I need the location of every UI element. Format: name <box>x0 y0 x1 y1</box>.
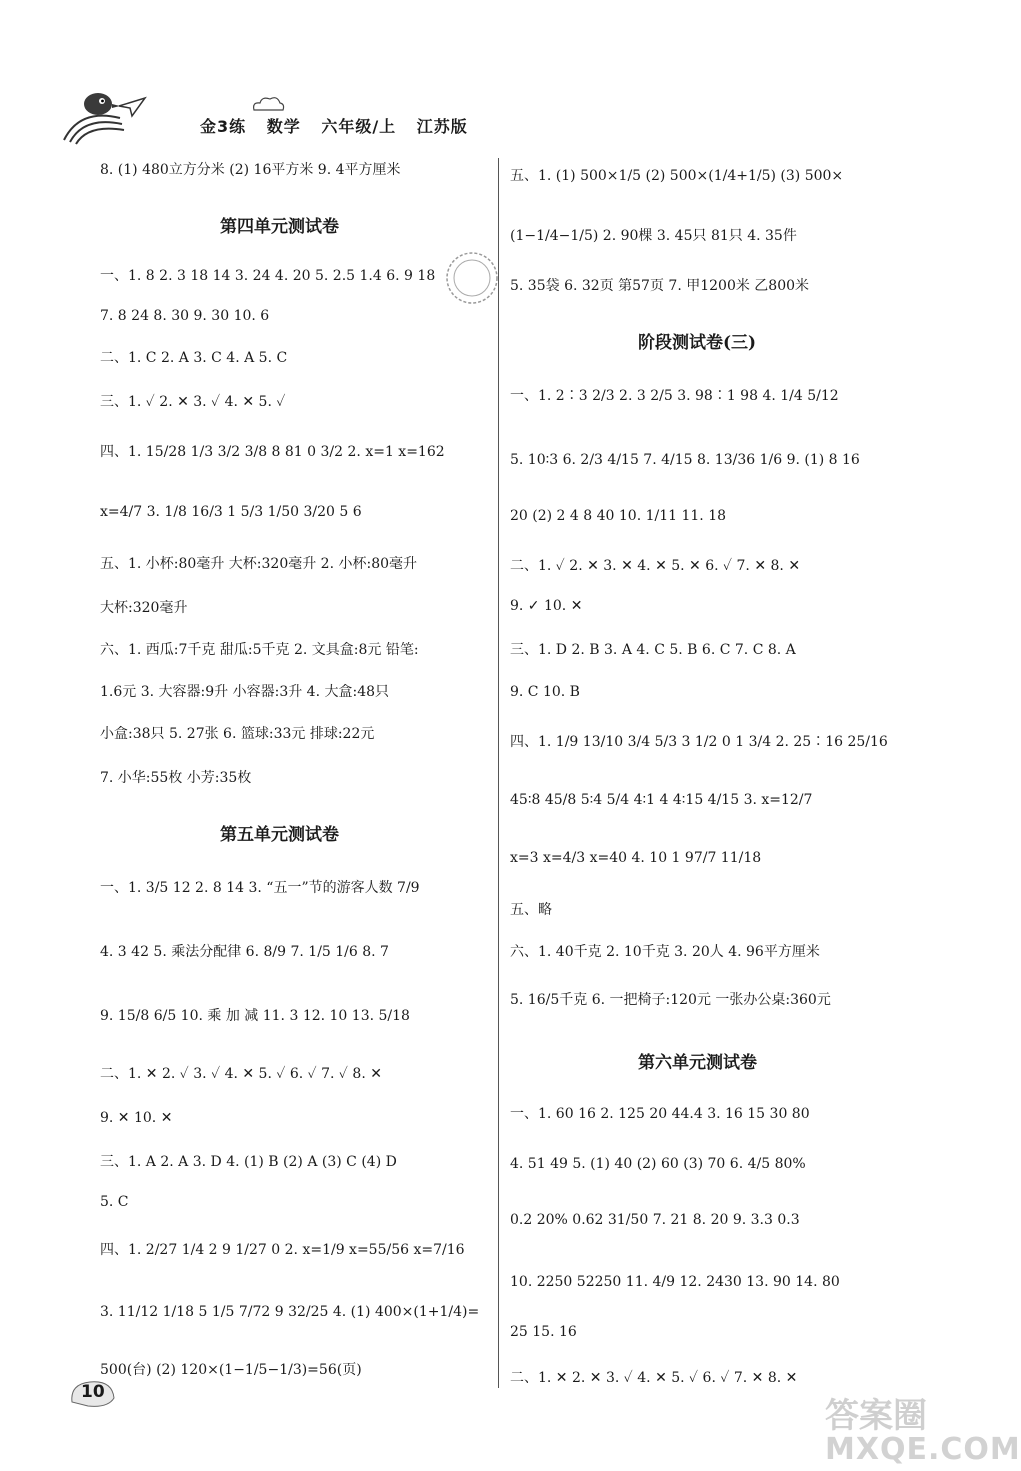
section-heading-unit6: 第六单元测试卷 <box>638 1053 757 1073</box>
answer-row: 一、1. 8 2. 3 18 14 3. 24 4. 20 5. 2.5 1.4 6. 9 18 <box>100 268 436 284</box>
answer-row: 20 (2) 2 4 8 40 10. 1/11 11. 18 <box>510 508 727 524</box>
book-title <box>200 114 482 137</box>
answer-row: 一、1. 3/5 12 2. 8 14 3. “五一”节的游客人数 7/9 <box>100 880 420 896</box>
answer-row: 三、1. D 2. B 3. A 4. C 5. B 6. C 7. C 8. A <box>510 642 796 658</box>
cloud-icon <box>250 94 286 112</box>
answer-row: 5. C <box>100 1194 129 1210</box>
answer-row: 1.6元 3. 大容器:9升 小容器:3升 4. 大盒:48只 <box>100 684 390 700</box>
answer-row: 二、1. ✕ 2. ✕ 3. ✓ 4. ✕ 5. ✓ 6. ✓ 7. ✕ 8. ✕ <box>510 1370 798 1386</box>
answer-row: 五、略 <box>510 902 552 918</box>
answer-row: 500(台) (2) 120×(1−1/5−1/3)=56(页) <box>100 1362 362 1378</box>
answer-row: (1−1/4−1/5) 2. 90棵 3. 45只 81只 4. 35件 <box>510 228 797 244</box>
answer-row: 三、1. ✓ 2. ✕ 3. ✓ 4. ✕ 5. ✓ <box>100 394 286 410</box>
answer-row: 二、1. ✓ 2. ✕ 3. ✕ 4. ✕ 5. ✕ 6. ✓ 7. ✕ 8. ✕ <box>510 558 801 574</box>
answer-row: 9. ✕ 10. ✕ <box>100 1110 173 1126</box>
watermark <box>815 1388 1021 1468</box>
answer-row: 5. 10∶3 6. 2/3 4/15 7. 4/15 8. 13/36 1/6 9. (1) 8 16 <box>510 452 860 468</box>
stamp-icon <box>444 250 500 306</box>
answer-row: 9. C 10. B <box>510 684 580 700</box>
watermark-brand: 答案圈 <box>825 1396 927 1436</box>
section-heading-unit5: 第五单元测试卷 <box>220 825 339 845</box>
answer-row: 四、1. 15/28 1/3 3/2 3/8 8 81 0 3/2 2. x=1 x=162 <box>100 444 445 460</box>
page-number <box>68 1378 118 1410</box>
answer-row: 一、1. 60 16 2. 125 20 44.4 3. 16 15 30 80 <box>510 1106 810 1122</box>
page-header <box>60 88 960 148</box>
answer-row: 3. 11/12 1/18 5 1/5 7/72 9 32/25 4. (1) 400×(1+1/4)= <box>100 1304 480 1320</box>
answer-row: 45∶8 45/8 5∶4 5/4 4∶1 4 4∶15 4/15 3. x=12/7 <box>510 792 813 808</box>
answer-row: 六、1. 西瓜:7千克 甜瓜:5千克 2. 文具盒:8元 铅笔: <box>100 642 419 658</box>
answer-row: 8. (1) 480立方分米 (2) 16平方米 9. 4平方厘米 <box>100 162 401 178</box>
answer-row: 5. 35袋 6. 32页 第57页 7. 甲1200米 乙800米 <box>510 278 810 294</box>
series-name: 金3练 <box>200 117 247 136</box>
answer-row: 25 15. 16 <box>510 1324 577 1340</box>
answer-row: 一、1. 2∶3 2/3 2. 3 2/5 3. 98∶1 98 4. 1/4 5/12 <box>510 388 839 404</box>
answer-row: 三、1. A 2. A 3. D 4. (1) B (2) A (3) C (4) D <box>100 1154 397 1170</box>
paper-plane-icon <box>118 96 146 118</box>
answer-row: 四、1. 2/27 1/4 2 9 1/27 0 2. x=1/9 x=55/56 x=7/16 <box>100 1242 465 1258</box>
answer-row: 0.2 20% 0.62 31/50 7. 21 8. 20 9. 3.3 0.3 <box>510 1212 800 1228</box>
answer-row: 10. 2250 52250 11. 4/9 12. 2430 13. 90 14. 80 <box>510 1274 840 1290</box>
answer-row: 六、1. 40千克 2. 10千克 3. 20人 4. 96平方厘米 <box>510 944 820 960</box>
grade-name: 六年级/上 <box>321 117 397 136</box>
answer-row: 四、1. 1/9 13/10 3/4 5/3 3 1/2 0 1 3/4 2. 25∶16 25/16 <box>510 734 888 750</box>
answer-row: 小盒:38只 5. 27张 6. 篮球:33元 排球:22元 <box>100 726 375 742</box>
answer-row: 5. 16/5千克 6. 一把椅子:120元 一张办公桌:360元 <box>510 992 831 1008</box>
answer-row: x=3 x=4/3 x=40 4. 10 1 97/7 11/18 <box>510 850 762 866</box>
page-number-text: 10 <box>81 1382 105 1402</box>
answer-row: 4. 51 49 5. (1) 40 (2) 60 (3) 70 6. 4/5 80% <box>510 1156 806 1172</box>
answer-row: 9. 15/8 6/5 10. 乘 加 减 11. 3 12. 10 13. 5/18 <box>100 1008 410 1024</box>
subject-name: 数学 <box>266 117 301 136</box>
column-divider <box>498 158 499 1388</box>
answer-row: 4. 3 42 5. 乘法分配律 6. 8/9 7. 1/5 1/6 8. 7 <box>100 944 389 960</box>
edition-name: 江苏版 <box>416 117 468 136</box>
answer-row: x=4/7 3. 1/8 16/3 1 5/3 1/50 3/20 5 6 <box>100 504 362 520</box>
section-heading-unit4: 第四单元测试卷 <box>220 217 339 237</box>
answer-row: 7. 8 24 8. 30 9. 30 10. 6 <box>100 308 270 324</box>
answer-row: 7. 小华:55枚 小芳:35枚 <box>100 770 252 786</box>
answer-row: 9. ✓ 10. ✕ <box>510 598 583 614</box>
section-heading-stage3: 阶段测试卷(三) <box>638 333 757 353</box>
answer-row: 大杯:320毫升 <box>100 600 188 616</box>
answer-row: 五、1. 小杯:80毫升 大杯:320毫升 2. 小杯:80毫升 <box>100 556 418 572</box>
answer-row: 五、1. (1) 500×1/5 (2) 500×(1/4+1/5) (3) 500× <box>510 168 844 184</box>
watermark-site: MXQE.COM <box>825 1432 1021 1467</box>
answer-row: 二、1. C 2. A 3. C 4. A 5. C <box>100 350 288 366</box>
answer-row: 二、1. ✕ 2. ✓ 3. ✓ 4. ✕ 5. ✓ 6. ✓ 7. ✓ 8. ✕ <box>100 1066 382 1082</box>
